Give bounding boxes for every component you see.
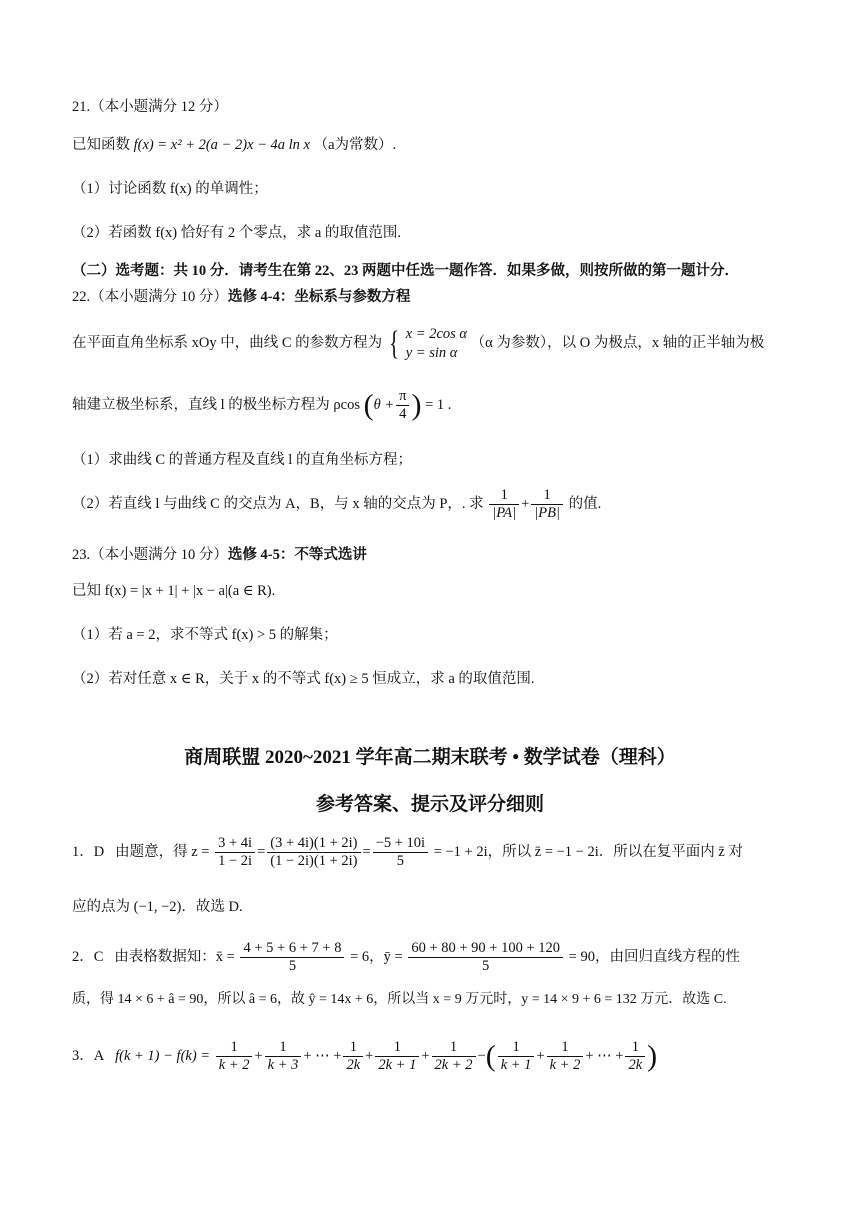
q23-part2: （2）若对任意 x ∈ R，关于 x 的不等式 f(x) ≥ 5 恒成立，求 a 的取值范围. [72, 671, 535, 687]
a1-f2-den: (1 − 2i)(1 + 2i) [270, 853, 358, 870]
a2-f2-num: 60 + 80 + 90 + 100 + 120 [408, 940, 563, 958]
frac-pb-den: |PB| [534, 505, 560, 522]
a3-f6-den: k + 1 [500, 1057, 532, 1074]
a3-minus: − [477, 1048, 486, 1064]
frac-1-over-pb [531, 487, 563, 522]
a3-frac-6 [498, 1039, 535, 1074]
q22-part2-pre: （2）若直线 l 与曲线 C 的交点为 A，B，与 x 轴的交点为 P，. 求 [72, 496, 484, 512]
a3-f8-den: 2k [628, 1057, 643, 1074]
answer-subtitle: 参考答案、提示及评分细则 [315, 794, 544, 815]
answer-2-line2: 质，得 14 × 6 + â = 90，所以 â = 6，故 ŷ = 14x + 6，所以当 x = 9 万元时，y = 14 × 9 + 6 = 132 万元．故选 C. [72, 992, 727, 1007]
answer-1-line2: 应的点为 (−1, −2)．故选 D. [72, 899, 243, 915]
frac-pa-num: 1 [489, 487, 519, 505]
q22-line1-pre: 在平面直角坐标系 xOy 中，曲线 C 的参数方程为 [72, 335, 383, 351]
paren-left: ( [363, 388, 374, 422]
a3-f3-den: 2k [346, 1057, 361, 1074]
a3-dots: + ⋯ + [303, 1048, 342, 1064]
q22-line1 [72, 320, 794, 366]
param-eq-x: x = 2cos α [405, 325, 468, 342]
answer-title: 商周联盟 2020~2021 学年高二期末联考 • 数学试卷（理科） [184, 747, 676, 768]
a3-f1-den: k + 2 [218, 1057, 250, 1074]
a1-f2-num: (3 + 4i)(1 + 2i) [267, 835, 360, 853]
a3-f7-den: k + 2 [549, 1057, 581, 1074]
answer-1-frac1 [215, 835, 255, 870]
a3-f3-num: 1 [343, 1039, 363, 1057]
answer-2-label: 2．C [72, 949, 104, 965]
a3-frac-5 [432, 1039, 476, 1074]
a3-frac-7 [547, 1039, 584, 1074]
a3-plus: + [254, 1048, 263, 1064]
answer-1-post: = −1 + 2i，所以 z̄ = −1 − 2i．所以在复平面内 z̄ 对 [433, 844, 743, 860]
q22-header-topic: 选修 4-4：坐标系与参数方程 [227, 289, 411, 305]
q21-function: f(x) = x² + 2(a − 2)x − 4a ln x [133, 137, 310, 153]
a3-f2-num: 1 [265, 1039, 302, 1057]
q23-stem: 已知 f(x) = |x + 1| + |x − a|(a ∈ R). [72, 583, 276, 599]
a3-dots: + ⋯ + [585, 1048, 624, 1064]
frac-pb-num: 1 [531, 487, 563, 505]
answer-2-pre: 由表格数据知：x̄ = [114, 949, 235, 965]
a3-frac-2 [265, 1039, 302, 1074]
a3-f6-num: 1 [498, 1039, 535, 1057]
a2-f1-num: 4 + 5 + 6 + 7 + 8 [240, 940, 344, 958]
a1-f1-den: 1 − 2i [218, 853, 253, 870]
a3-plus: + [536, 1048, 545, 1064]
a3-f7-num: 1 [547, 1039, 584, 1057]
answer-2 [72, 935, 794, 979]
q21-part1: （1）讨论函数 f(x) 的单调性； [72, 181, 268, 197]
a3-frac-3 [343, 1039, 363, 1074]
answer-3 [72, 1032, 794, 1080]
q22-line2-post: = 1 . [425, 397, 452, 413]
q22-part1: （1）求曲线 C 的普通方程及直线 l 的直角坐标方程； [72, 452, 412, 468]
answer-2-mid: = 6，ȳ = [350, 949, 403, 965]
q22-line2 [72, 383, 794, 427]
q22-line1-post: （α 为参数），以 O 为极点，x 轴的正半轴为极 [470, 335, 765, 351]
a3-frac-8 [625, 1039, 645, 1074]
paren-right: ) [647, 1039, 658, 1073]
paren-right: ) [411, 388, 422, 422]
answer-2-post: = 90，由回归直线方程的性 [568, 949, 740, 965]
q22-header-score: 22.（本小题满分 10 分） [72, 289, 228, 305]
a3-frac-1 [216, 1039, 253, 1074]
q22-line2-pre: 轴建立极坐标系，直线 l 的极坐标方程为 ρcos [72, 397, 360, 413]
q21-stem [72, 136, 794, 154]
a3-f1-num: 1 [216, 1039, 253, 1057]
answer-2-frac1 [240, 940, 344, 975]
q21-stem-pre: 已知函数 [72, 137, 130, 153]
a3-f5-den: 2k + 2 [434, 1057, 473, 1074]
q22-theta: θ + [373, 397, 395, 413]
answer-1-pre: 由题意，得 z = [115, 844, 210, 860]
answer-1-frac3 [373, 835, 428, 870]
left-brace: { [389, 324, 399, 362]
a2-f2-den: 5 [482, 958, 490, 975]
q21-header: 21.（本小题满分 12 分） [72, 99, 228, 115]
a3-plus: + [365, 1048, 374, 1064]
pi-denominator: 4 [399, 406, 407, 423]
a1-f3-num: −5 + 10i [373, 835, 428, 853]
a3-plus: + [421, 1048, 430, 1064]
answer-2-frac2 [408, 940, 563, 975]
q23-header-score: 23.（本小题满分 10 分） [72, 547, 228, 563]
a3-frac-4 [375, 1039, 419, 1074]
param-eq-y: y = sin α [405, 344, 458, 361]
answer-1: 1．D 由题意，得 z = $\frac{3 + 4i}{1 - 2i}$ = $\frac{(3 + 4i)(1 + 2i)}{(1 - 2i)(1 + 2i)}$ = $\frac{-5 + 10i}{5}$ = −1 + 2i，所以 z̄ = −1 − 2i．所以在复平面内 z̄ 对 [72, 835, 743, 870]
a3-f8-num: 1 [625, 1039, 645, 1057]
a1-f1-num: 3 + 4i [215, 835, 255, 853]
q23-header [72, 546, 794, 564]
q22-header [72, 288, 794, 306]
answer-1-label: 1．D [72, 844, 105, 860]
frac-1-over-pa [489, 487, 519, 522]
a3-f4-den: 2k + 1 [378, 1057, 417, 1074]
answer-1-frac2 [267, 835, 360, 870]
q22-part2: （2）若直线 l 与曲线 C 的交点为 A，B，与 x 轴的交点为 P，. 求 $\frac{1}{|PA|}$ + $\frac{1}{|PB|}$ 的值. [72, 487, 602, 522]
a2-f1-den: 5 [288, 958, 297, 975]
parametric-system [406, 325, 467, 363]
pi-numerator: π [396, 388, 409, 406]
section-elective-note: （二）选考题：共 10 分．请考生在第 22、23 两题中任选一题作答．如果多做，则按所做的第一题计分． [72, 263, 739, 279]
q22-part2-post: 的值. [568, 496, 602, 512]
a3-f5-num: 1 [432, 1039, 476, 1057]
a1-f3-den: 5 [396, 853, 404, 870]
a3-f2-den: k + 3 [267, 1057, 299, 1074]
q21-part2: （2）若函数 f(x) 恰好有 2 个零点，求 a 的取值范围. [72, 225, 402, 241]
paren-left: ( [485, 1039, 496, 1073]
q23-header-topic: 选修 4-5：不等式选讲 [227, 547, 367, 563]
a3-f4-num: 1 [375, 1039, 419, 1057]
answer-3-pre: f(k + 1) − f(k) = [115, 1048, 211, 1064]
q21-stem-post: （a为常数）. [313, 137, 397, 153]
q23-part1: （1）若 a = 2，求不等式 f(x) > 5 的解集； [72, 627, 338, 643]
frac-pa-den: |PA| [492, 505, 517, 522]
answer-3-label: 3．A [72, 1048, 105, 1064]
pi-over-4 [396, 388, 409, 423]
